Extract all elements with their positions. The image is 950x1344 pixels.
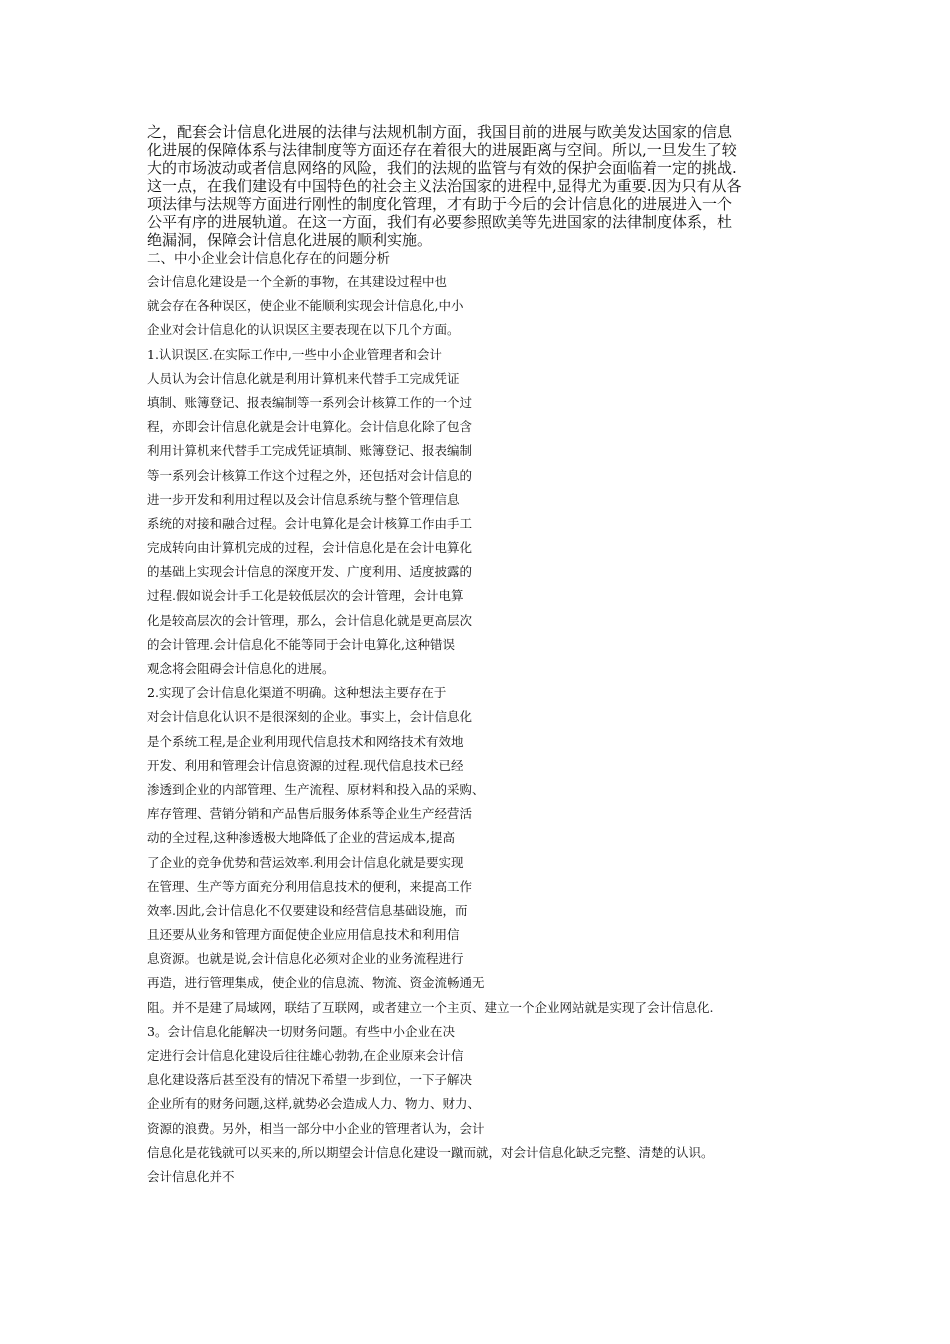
body-line: 且还要从业务和管理方面促使企业应用信息技术和利用信 bbox=[147, 927, 460, 943]
body-line: 的会计管理.会计信息化不能等同于会计电算化,这种错误 bbox=[147, 636, 455, 652]
body-line: 在管理、生产等方面充分利用信息技术的便利，来提高工作 bbox=[147, 878, 473, 894]
body-line: 了企业的竞争优势和营运效率.利用会计信息化就是要实现 bbox=[147, 854, 464, 870]
intro-line: 大的市场波动或者信息网络的风险，我们的法规的监管与有效的保护会面临着一定的挑战. bbox=[147, 159, 737, 177]
body-line: 渗透到企业的内部管理、生产流程、原材料和投入品的采购、 bbox=[147, 781, 485, 797]
body-line: 息化建设落后甚至没有的情况下希望一步到位，一下子解决 bbox=[147, 1072, 473, 1088]
body-line: 对会计信息化认识不是很深刻的企业。事实上，会计信息化 bbox=[147, 709, 473, 725]
body-line: 完成转向由计算机完成的过程，会计信息化是在会计电算化 bbox=[147, 540, 473, 556]
body-line: 开发、利用和管理会计信息资源的过程.现代信息技术已经 bbox=[147, 757, 464, 773]
body-line: 息资源。也就是说,会计信息化必须对企业的业务流程进行 bbox=[147, 951, 464, 967]
body-line: 等一系列会计核算工作这个过程之外，还包括对会计信息的 bbox=[147, 467, 473, 483]
body-line: 过程.假如说会计手工化是较低层次的会计管理，会计电算 bbox=[147, 588, 464, 604]
body-line: 资源的浪费。另外，相当一部分中小企业的管理者认为，会计 bbox=[147, 1120, 485, 1136]
intro-line: 之，配套会计信息化进展的法律与法规机制方面，我国目前的进展与欧美发达国家的信息 bbox=[147, 123, 733, 141]
body-line: 系统的对接和融合过程。会计电算化是会计核算工作由手工 bbox=[147, 515, 473, 531]
body-line: 会计信息化建设是一个全新的事物，在其建设过程中也 bbox=[147, 274, 448, 289]
body-line: 的基础上实现会计信息的深度开发、广度利用、适度披露的 bbox=[147, 564, 473, 580]
body-line: 人员认为会计信息化就是利用计算机来代替手工完成凭证 bbox=[147, 370, 460, 386]
body-line: 观念将会阻碍会计信息化的进展。 bbox=[147, 661, 335, 676]
body-line: 再造，进行管理集成，使企业的信息流、物流、资金流畅通无 bbox=[147, 975, 485, 991]
intro-line: 绝漏洞，保障会计信息化进展的顺利实施。 bbox=[147, 231, 433, 249]
body-line: 阻。并不是建了局域网，联结了互联网，或者建立一个主页、建立一个企业网站就是实现了会计信息化. bbox=[147, 999, 714, 1015]
intro-line: 项法律与法规等方面进行刚性的制度化管理，才有助于今后的会计信息化的进展进入一个 bbox=[147, 195, 733, 213]
intro-paragraph bbox=[147, 123, 797, 249]
body-line: 就会存在各种误区，使企业不能顺利实现会计信息化,中小 bbox=[147, 298, 464, 314]
body-line: 会计信息化并不 bbox=[147, 1168, 235, 1184]
intro-line: 这一点，在我们建设有中国特色的社会主义法治国家的进程中,显得尤为重要.因为只有从各 bbox=[147, 177, 742, 195]
body-line: 进一步开发和利用过程以及会计信息系统与整个管理信息 bbox=[147, 491, 460, 507]
body-line: 库存管理、营销分销和产品售后服务体系等企业生产经营活 bbox=[147, 806, 473, 822]
body-line: 企业对会计信息化的认识误区主要表现在以下几个方面。 bbox=[147, 322, 460, 338]
body-text bbox=[147, 270, 847, 1189]
body-line: 利用计算机来代替手工完成凭证填制、账簿登记、报表编制 bbox=[147, 443, 473, 459]
body-line: 动的全过程,这种渗透极大地降低了企业的营运成本,提高 bbox=[147, 830, 455, 846]
body-line: 3。会计信息化能解决一切财务问题。有些中小企业在决 bbox=[147, 1023, 455, 1039]
intro-line: 公平有序的进展轨道。在这一方面，我们有必要参照欧美等先进国家的法律制度体系，杜 bbox=[147, 213, 733, 231]
body-line: 定进行会计信息化建设后往往雄心勃勃,在企业原来会计信 bbox=[147, 1048, 464, 1063]
body-line: 1.认识误区.在实际工作中,一些中小企业管理者和会计 bbox=[147, 346, 442, 362]
body-line: 2.实现了会计信息化渠道不明确。这种想法主要存在于 bbox=[147, 685, 447, 701]
body-line: 是个系统工程,是企业利用现代信息技术和网络技术有效地 bbox=[147, 733, 464, 749]
body-line: 化是较高层次的会计管理，那么，会计信息化就是更高层次 bbox=[147, 612, 473, 628]
intro-line: 化进展的保障体系与法律制度等方面还存在着很大的进展距离与空间。所以,一旦发生了较 bbox=[147, 141, 737, 159]
body-line: 效率.因此,会计信息化不仅要建设和经营信息基础设施，而 bbox=[147, 902, 468, 918]
body-line: 信息化是花钱就可以买来的,所以期望会计信息化建设一蹴而就，对会计信息化缺乏完整、清楚的认识。 bbox=[147, 1144, 714, 1160]
body-line: 程，亦即会计信息化就是会计电算化。会计信息化除了包含 bbox=[147, 419, 473, 435]
body-line: 企业所有的财务问题,这样,就势必会造成人力、物力、财力、 bbox=[147, 1096, 480, 1112]
body-line: 填制、账簿登记、报表编制等一系列会计核算工作的一个过 bbox=[147, 394, 473, 410]
section-heading: 二、中小企业会计信息化存在的问题分析 bbox=[147, 251, 390, 267]
